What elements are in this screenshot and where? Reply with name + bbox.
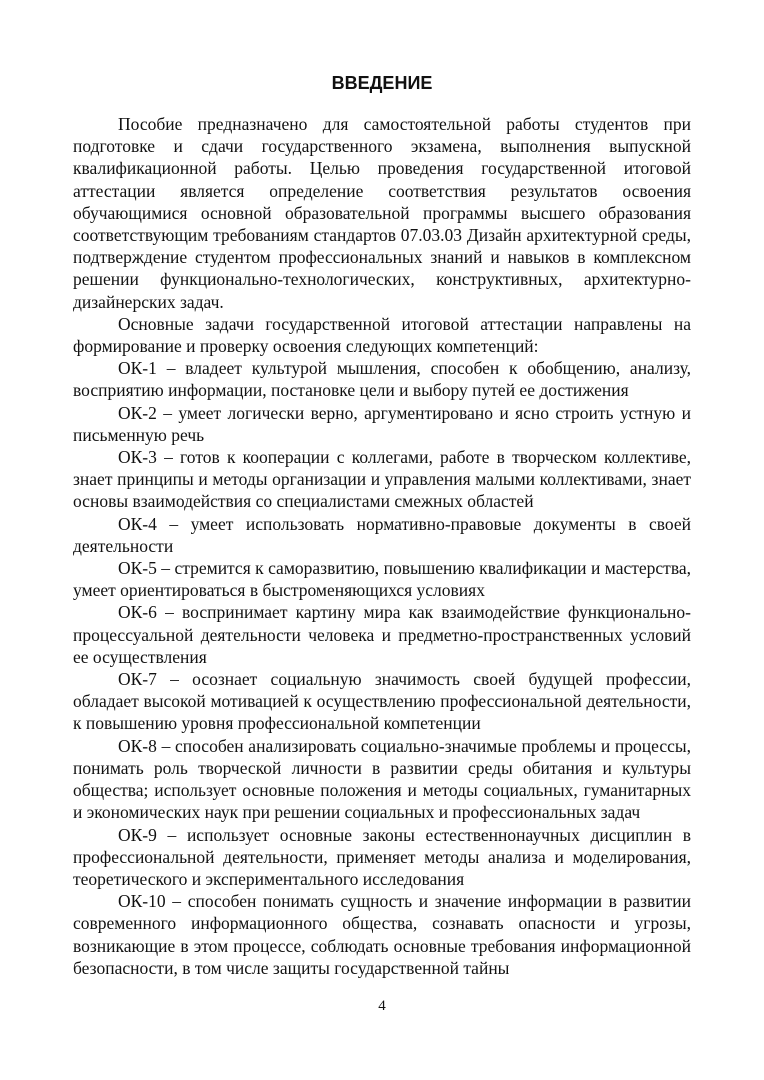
competency-ok-3: ОК-3 – готов к кооперации с коллегами, работе в творческом коллективе, знает принципы и методы организации и управления малыми коллективами, знает основы взаимодействия со специалистами смежных областей <box>73 447 691 512</box>
competency-ok-10: ОК-10 – способен понимать сущность и значение информации в развитии современного информационного общества, сознавать опасности и угрозы, возникающие в этом процессе, соблюдать основные требования информационной безопасности, в том числе защиты государственной тайны <box>73 891 691 978</box>
competency-ok-9: ОК-9 – использует основные законы естественнонаучных дисциплин в профессиональной деятельности, применяет методы анализа и моделирования, теоретического и экспериментального исследования <box>73 824 691 889</box>
page-number: 4 <box>378 998 386 1014</box>
competency-ok-7: ОК-7 – осознает социальную значимость своей будущей профессии, обладает высокой мотивацией к осуществлению профессиональной деятельности, к повышению уровня профессиональной компетенции <box>73 669 691 734</box>
competency-ok-8: ОК-8 – способен анализировать социально-значимые проблемы и процессы, понимать роль творческой личности в развитии среды обитания и культуры общества; использует основные положения и методы социальных, гуманитарных и экономических наук при решении социальных и профессиональных задач <box>73 735 691 823</box>
tasks-paragraph: Основные задачи государственной итоговой аттестации направлены на формирование и проверку освоения следующих компетенций: <box>73 313 691 357</box>
competency-ok-5: ОК-5 – стремится к саморазвитию, повышению квалификации и мастерства, умеет ориентироваться в быстроменяющихся условиях <box>73 558 691 601</box>
competency-ok-2: ОК-2 – умеет логически верно, аргументировано и ясно строить устную и письменную речь <box>73 402 691 445</box>
competency-ok-1: ОК-1 – владеет культурой мышления, способен к обобщению, анализу, восприятию информации, постановке цели и выбору путей ее достижения <box>73 358 691 401</box>
body-text <box>73 113 691 979</box>
page-title: ВВЕДЕНИЕ <box>331 73 433 93</box>
competency-ok-4: ОК-4 – умеет использовать нормативно-правовые документы в своей деятельности <box>73 513 691 556</box>
competency-ok-6: ОК-6 – воспринимает картину мира как взаимодействие функционально-процессуальной деятельности человека и предметно-пространственных условий ее осуществления <box>73 602 691 667</box>
intro-paragraph: Пособие предназначено для самостоятельной работы студентов при подготовке и сдачи государственного экзамена, выполнения выпускной квалификационной работы. Целью проведения государственной итоговой аттестации является определение соответствия результатов освоения обучающимися основной образовательной программы высшего образования соответствующим требованиям стандартов 07.03.03 Дизайн архитектурной среды, подтверждение студентом профессиональных знаний и навыков в комплексном решении функционально-технологических, конструктивных, архитектурно-дизайнерских задач. <box>73 114 691 312</box>
